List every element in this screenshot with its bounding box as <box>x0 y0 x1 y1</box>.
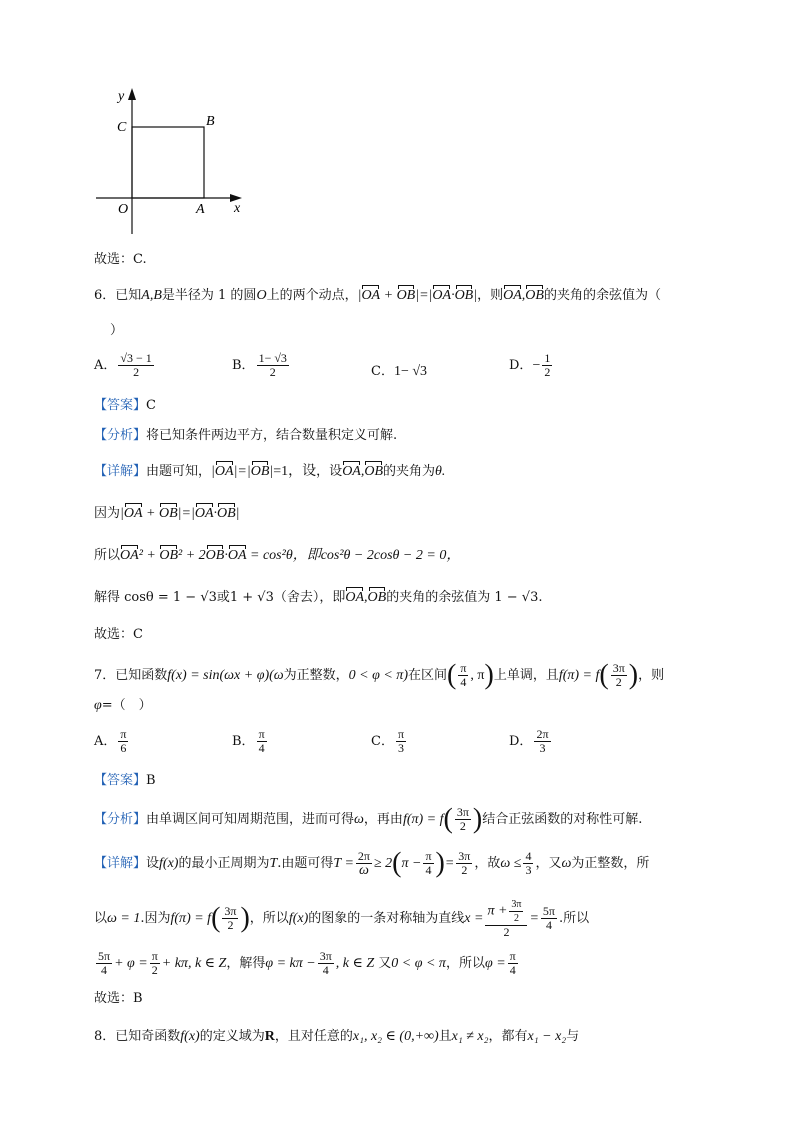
q6-detail-3: 所以OA² + OB² + 2OB·OA = cos²θ，即cos²θ − 2cosθ − 2 = 0， <box>94 548 461 563</box>
label-x: x <box>234 201 241 216</box>
q7-answer: 【答案】B <box>94 773 156 788</box>
square-diagram <box>92 84 252 240</box>
label-a: A <box>196 202 205 217</box>
q6-option-b: B． $\frac{1- √3}{2}$ <box>232 351 287 379</box>
q7-detail-2: 以ω = 1.因为f(π) = f( $\frac{3\pi}{2}$ )，所以f(x)的图象的一条对称轴为直线x = π + $\frac{3\pi}{2}$ 2 = $\frac{5\pi}{4}$ .所以 <box>94 899 590 939</box>
square-oabc <box>132 127 204 198</box>
q6-paren: ） <box>110 323 124 338</box>
q7-option-d: D． $\frac{2\pi}{3}$ <box>509 727 549 755</box>
label-y: y <box>118 89 125 104</box>
q6-answer: 【答案】C <box>94 398 156 413</box>
y-axis-arrow <box>128 88 136 100</box>
q8-stem: 8．已知奇函数f(x)的定义域为R，且对任意的x₁, x₂ ∈ (0,+∞)且x₁ ≠ x₂，都有x₁ − x₂与 <box>94 1029 580 1044</box>
label-o: O <box>118 202 129 217</box>
q7-detail-1: 【详解】设f(x)的最小正周期为T.由题可得T = $\frac{2\pi}{\omega}$ ≥ 2(π − $\frac{\pi}{4}$ )= $\frac{3\pi}{2}$ ，故ω ≤ $\frac{4}{3}$ ，又ω为正整数，所 <box>94 847 650 879</box>
q7-final: 故选：B <box>94 991 143 1006</box>
q7-stem: 7．已知函数f(x) = sin(ωx + φ)(ω为正整数，0 < φ < π)在区间( $\frac{\pi}{4}$ , π)上单调，且f(π) = f( $\frac{3\pi}{2}$ )，则 <box>94 659 665 691</box>
q7-stem-2: φ=（ ） <box>94 698 152 713</box>
q6-option-a: A． $\frac{√3 - 1}{2}$ <box>94 351 152 379</box>
q5-answer: 故选：C. <box>94 252 147 267</box>
label-c: C <box>117 120 127 135</box>
q6-stem: 6．已知A,B是半径为 1 的圆O上的两个动点，|OA + OB|=|OA·OB|，则OA,OB的夹角的余弦值为（ <box>94 288 661 303</box>
q6-option-c: C．1− √3 <box>371 364 428 379</box>
q6-option-d: D．− $\frac{1}{2}$ <box>509 351 551 379</box>
q7-detail-3: $\frac{5\pi}{4}$ + φ = $\frac{\pi}{2}$ + kπ, k ∈ Z，解得φ = kπ − $\frac{3\pi}{4}$ , k ∈ Z 又0 < φ < π，所以φ = $\frac{\pi}{4}$ <box>98 949 516 977</box>
q6-detail-1: 【详解】由题可知，|OA|=|OB|=1，设，设OA,OB的夹角为θ. <box>94 464 446 479</box>
q6-detail-2: 因为|OA + OB|=|OA·OB| <box>94 506 240 521</box>
q6-detail-4: 解得 cosθ = 1 − √3或1 + √3（舍去），即OA,OB的夹角的余弦值为 1 − √3. <box>94 590 543 605</box>
label-b: B <box>206 114 215 129</box>
q6-analysis: 【分析】将已知条件两边平方，结合数量积定义可解. <box>94 428 398 443</box>
q6-final: 故选：C <box>94 627 143 642</box>
q7-option-c: C． $\frac{\pi}{3}$ <box>371 727 405 755</box>
q7-option-b: B． $\frac{\pi}{4}$ <box>232 727 265 755</box>
q7-analysis: 【分析】由单调区间可知周期范围，进而可得ω，再由f(π) = f( $\frac{3\pi}{2}$ )结合正弦函数的对称性可解. <box>94 803 643 835</box>
q7-option-a: A． $\frac{\pi}{6}$ <box>94 727 127 755</box>
